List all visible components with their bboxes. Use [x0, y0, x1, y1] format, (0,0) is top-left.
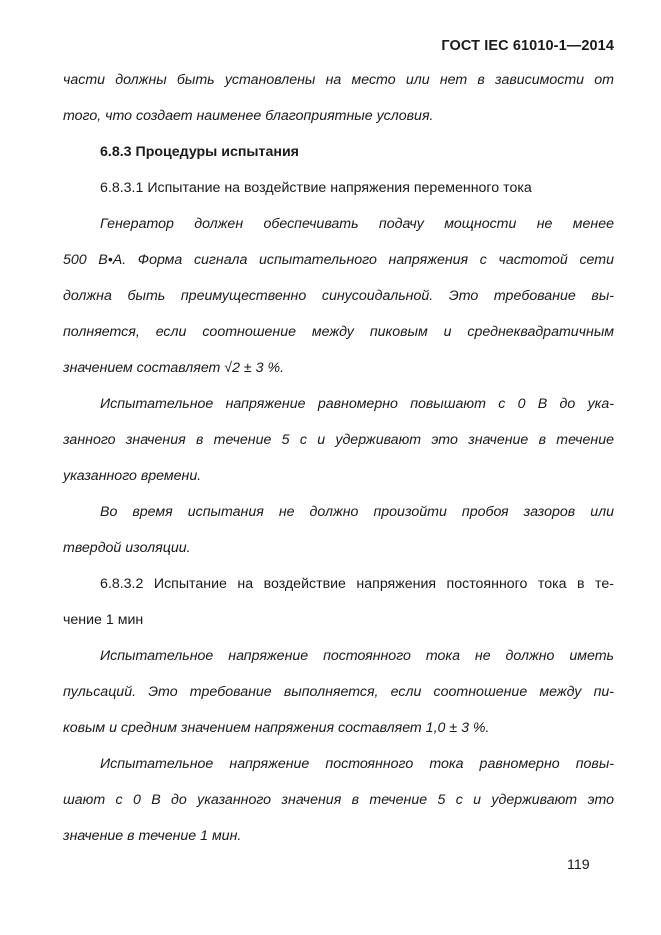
text-line: ковым и средним значением напряжения составляет 1,0 ± 3 %. — [63, 720, 490, 736]
text-line: того, что создает наименее благоприятные условия. — [63, 108, 434, 124]
page-number: 119 — [567, 857, 590, 873]
text-line: значение в течение 1 мин. — [63, 828, 242, 844]
document-body — [63, 62, 614, 854]
subsection-heading-continuation: чение 1 мин — [63, 612, 144, 628]
text-line: указанного времени. — [63, 468, 202, 484]
text-line: значением составляет √2 ± 3 %. — [63, 360, 285, 376]
section-heading: 6.8.3 Процедуры испытания — [100, 144, 299, 160]
text-line: Испытательное напряжение постоянного тока равномерно повы- — [100, 756, 614, 772]
text-line: твердой изоляции. — [63, 540, 191, 556]
text-line: должна быть преимущественно синусоидальной. Это требование вы- — [63, 288, 614, 304]
text-line: Испытательное напряжение равномерно повышают с 0 В до ука- — [100, 396, 614, 412]
text-line: 500 В•А. Форма сигнала испытательного напряжения с частотой сети — [63, 252, 614, 268]
text-line: Во время испытания не должно произойти пробоя зазоров или — [100, 504, 614, 520]
text-line: пульсаций. Это требование выполняется, если соотношение между пи- — [63, 684, 614, 700]
text-line: занного значения в течение 5 с и удерживают это значение в течение — [63, 432, 614, 448]
subsection-heading: 6.8.3.1 Испытание на воздействие напряжения переменного тока — [100, 180, 532, 196]
document-header: ГОСТ IEC 61010-1—2014 — [441, 38, 614, 54]
subsection-heading: 6.8.3.2 Испытание на воздействие напряжения постоянного тока в те- — [100, 576, 614, 592]
text-line: Генератор должен обеспечивать подачу мощности не менее — [100, 216, 614, 232]
text-line: полняется, если соотношение между пиковым и среднеквадратичным — [63, 324, 614, 340]
text-line: Испытательное напряжение постоянного тока не должно иметь — [100, 648, 614, 664]
text-line: части должны быть установлены на место или нет в зависимости от — [63, 72, 614, 88]
text-line: шают с 0 В до указанного значения в течение 5 с и удерживают это — [63, 792, 614, 808]
